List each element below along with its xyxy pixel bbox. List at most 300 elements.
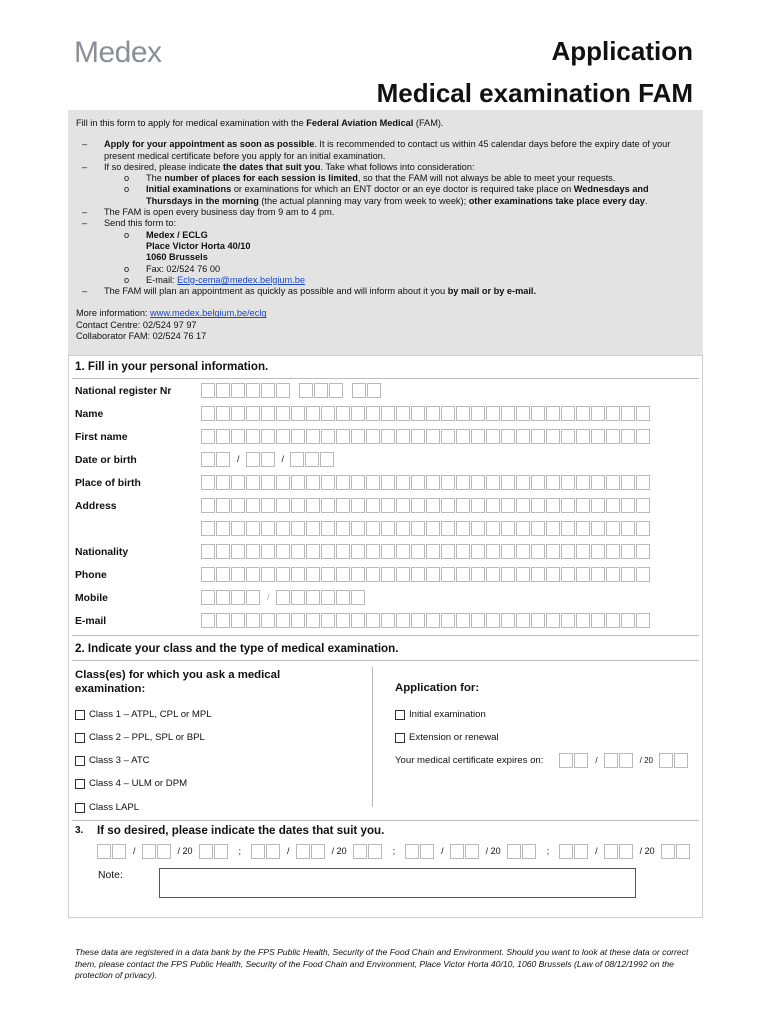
char-box[interactable] bbox=[450, 844, 464, 859]
char-box[interactable] bbox=[336, 521, 350, 536]
char-box[interactable] bbox=[576, 613, 590, 628]
char-box[interactable] bbox=[351, 498, 365, 513]
char-box[interactable] bbox=[559, 844, 573, 859]
char-box[interactable] bbox=[471, 429, 485, 444]
char-box[interactable] bbox=[336, 406, 350, 421]
char-box[interactable] bbox=[621, 406, 635, 421]
char-box[interactable] bbox=[216, 521, 230, 536]
char-box[interactable] bbox=[216, 475, 230, 490]
char-box[interactable] bbox=[306, 567, 320, 582]
char-box[interactable] bbox=[546, 544, 560, 559]
char-box[interactable] bbox=[261, 613, 275, 628]
char-box[interactable] bbox=[246, 452, 260, 467]
char-box[interactable] bbox=[261, 429, 275, 444]
char-box[interactable] bbox=[216, 544, 230, 559]
char-box[interactable] bbox=[591, 567, 605, 582]
char-box[interactable] bbox=[561, 521, 575, 536]
char-box[interactable] bbox=[396, 613, 410, 628]
char-box[interactable] bbox=[291, 406, 305, 421]
char-box[interactable] bbox=[456, 613, 470, 628]
char-box[interactable] bbox=[636, 475, 650, 490]
char-box[interactable] bbox=[405, 844, 419, 859]
char-box[interactable] bbox=[411, 475, 425, 490]
char-box[interactable] bbox=[516, 406, 530, 421]
char-box[interactable] bbox=[465, 844, 479, 859]
char-box[interactable] bbox=[366, 406, 380, 421]
char-box[interactable] bbox=[486, 406, 500, 421]
char-box[interactable] bbox=[351, 475, 365, 490]
char-box[interactable] bbox=[231, 406, 245, 421]
char-box[interactable] bbox=[311, 844, 325, 859]
char-box[interactable] bbox=[456, 567, 470, 582]
char-box[interactable] bbox=[471, 613, 485, 628]
char-box[interactable] bbox=[516, 613, 530, 628]
char-box[interactable] bbox=[486, 544, 500, 559]
char-box[interactable] bbox=[471, 521, 485, 536]
char-box[interactable] bbox=[411, 613, 425, 628]
char-box[interactable] bbox=[246, 567, 260, 582]
renewal-checkbox[interactable] bbox=[395, 733, 405, 743]
char-box[interactable] bbox=[336, 544, 350, 559]
address-boxes-line1[interactable] bbox=[201, 498, 651, 513]
char-box[interactable] bbox=[676, 844, 690, 859]
char-box[interactable] bbox=[366, 498, 380, 513]
char-box[interactable] bbox=[276, 567, 290, 582]
char-box[interactable] bbox=[306, 406, 320, 421]
char-box[interactable] bbox=[441, 567, 455, 582]
char-box[interactable] bbox=[366, 475, 380, 490]
char-box[interactable] bbox=[606, 521, 620, 536]
char-box[interactable] bbox=[471, 567, 485, 582]
char-box[interactable] bbox=[231, 498, 245, 513]
char-box[interactable] bbox=[291, 590, 305, 605]
char-box[interactable] bbox=[411, 544, 425, 559]
char-box[interactable] bbox=[522, 844, 536, 859]
char-box[interactable] bbox=[351, 567, 365, 582]
char-box[interactable] bbox=[142, 844, 156, 859]
char-box[interactable] bbox=[201, 613, 215, 628]
char-box[interactable] bbox=[426, 521, 440, 536]
char-box[interactable] bbox=[231, 590, 245, 605]
char-box[interactable] bbox=[336, 590, 350, 605]
char-box[interactable] bbox=[201, 475, 215, 490]
char-box[interactable] bbox=[606, 613, 620, 628]
char-box[interactable] bbox=[276, 544, 290, 559]
char-box[interactable] bbox=[291, 521, 305, 536]
char-box[interactable] bbox=[231, 383, 245, 398]
char-box[interactable] bbox=[396, 475, 410, 490]
name-boxes[interactable] bbox=[201, 406, 651, 421]
char-box[interactable] bbox=[441, 544, 455, 559]
char-box[interactable] bbox=[201, 429, 215, 444]
char-box[interactable] bbox=[381, 475, 395, 490]
class-2-checkbox[interactable] bbox=[75, 733, 85, 743]
char-box[interactable] bbox=[426, 498, 440, 513]
char-box[interactable] bbox=[381, 544, 395, 559]
char-box[interactable] bbox=[441, 613, 455, 628]
char-box[interactable] bbox=[546, 521, 560, 536]
char-box[interactable] bbox=[531, 521, 545, 536]
char-box[interactable] bbox=[276, 590, 290, 605]
char-box[interactable] bbox=[531, 567, 545, 582]
address-boxes-line2[interactable] bbox=[201, 521, 651, 536]
char-box[interactable] bbox=[251, 844, 265, 859]
char-box[interactable] bbox=[636, 613, 650, 628]
char-box[interactable] bbox=[606, 544, 620, 559]
char-box[interactable] bbox=[441, 429, 455, 444]
class-1-option[interactable]: Class 1 – ATPL, CPL or MPL bbox=[75, 709, 212, 720]
char-box[interactable] bbox=[636, 406, 650, 421]
char-box[interactable] bbox=[216, 383, 230, 398]
char-box[interactable] bbox=[329, 383, 343, 398]
renewal-option[interactable]: Extension or renewal bbox=[395, 732, 499, 743]
char-box[interactable] bbox=[456, 544, 470, 559]
char-box[interactable] bbox=[246, 521, 260, 536]
char-box[interactable] bbox=[231, 613, 245, 628]
char-box[interactable] bbox=[636, 498, 650, 513]
char-box[interactable] bbox=[321, 567, 335, 582]
char-box[interactable] bbox=[306, 498, 320, 513]
char-box[interactable] bbox=[486, 475, 500, 490]
char-box[interactable] bbox=[619, 753, 633, 768]
char-box[interactable] bbox=[261, 498, 275, 513]
char-box[interactable] bbox=[441, 521, 455, 536]
char-box[interactable] bbox=[456, 498, 470, 513]
char-box[interactable] bbox=[291, 567, 305, 582]
char-box[interactable] bbox=[426, 544, 440, 559]
char-box[interactable] bbox=[636, 544, 650, 559]
char-box[interactable] bbox=[561, 406, 575, 421]
char-box[interactable] bbox=[351, 429, 365, 444]
preferred-dates[interactable] bbox=[97, 844, 691, 859]
char-box[interactable] bbox=[591, 406, 605, 421]
char-box[interactable] bbox=[604, 844, 618, 859]
char-box[interactable] bbox=[396, 521, 410, 536]
char-box[interactable] bbox=[456, 521, 470, 536]
char-box[interactable] bbox=[291, 429, 305, 444]
char-box[interactable] bbox=[366, 521, 380, 536]
char-box[interactable] bbox=[516, 429, 530, 444]
char-box[interactable] bbox=[112, 844, 126, 859]
email-link[interactable]: Eclg-cema@medex.belgium.be bbox=[177, 274, 305, 285]
char-box[interactable] bbox=[201, 498, 215, 513]
char-box[interactable] bbox=[201, 521, 215, 536]
char-box[interactable] bbox=[561, 544, 575, 559]
char-box[interactable] bbox=[426, 567, 440, 582]
char-box[interactable] bbox=[199, 844, 213, 859]
char-box[interactable] bbox=[261, 383, 275, 398]
note-input[interactable] bbox=[159, 868, 636, 898]
dob-boxes[interactable] bbox=[201, 452, 335, 467]
char-box[interactable] bbox=[471, 475, 485, 490]
char-box[interactable] bbox=[336, 567, 350, 582]
char-box[interactable] bbox=[231, 521, 245, 536]
char-box[interactable] bbox=[157, 844, 171, 859]
email-boxes[interactable] bbox=[201, 613, 651, 628]
char-box[interactable] bbox=[351, 406, 365, 421]
char-box[interactable] bbox=[214, 844, 228, 859]
char-box[interactable] bbox=[606, 567, 620, 582]
char-box[interactable] bbox=[606, 498, 620, 513]
char-box[interactable] bbox=[576, 521, 590, 536]
char-box[interactable] bbox=[546, 475, 560, 490]
char-box[interactable] bbox=[561, 567, 575, 582]
char-box[interactable] bbox=[276, 475, 290, 490]
char-box[interactable] bbox=[201, 406, 215, 421]
char-box[interactable] bbox=[306, 429, 320, 444]
char-box[interactable] bbox=[531, 544, 545, 559]
char-box[interactable] bbox=[231, 567, 245, 582]
char-box[interactable] bbox=[501, 544, 515, 559]
class-4-checkbox[interactable] bbox=[75, 779, 85, 789]
char-box[interactable] bbox=[411, 498, 425, 513]
char-box[interactable] bbox=[291, 544, 305, 559]
char-box[interactable] bbox=[246, 475, 260, 490]
char-box[interactable] bbox=[321, 429, 335, 444]
char-box[interactable] bbox=[531, 498, 545, 513]
char-box[interactable] bbox=[561, 475, 575, 490]
char-box[interactable] bbox=[456, 406, 470, 421]
char-box[interactable] bbox=[306, 544, 320, 559]
char-box[interactable] bbox=[546, 429, 560, 444]
char-box[interactable] bbox=[299, 383, 313, 398]
char-box[interactable] bbox=[441, 475, 455, 490]
char-box[interactable] bbox=[246, 406, 260, 421]
char-box[interactable] bbox=[531, 429, 545, 444]
char-box[interactable] bbox=[659, 753, 673, 768]
char-box[interactable] bbox=[591, 613, 605, 628]
char-box[interactable] bbox=[546, 406, 560, 421]
char-box[interactable] bbox=[266, 844, 280, 859]
char-box[interactable] bbox=[381, 567, 395, 582]
char-box[interactable] bbox=[321, 475, 335, 490]
char-box[interactable] bbox=[246, 498, 260, 513]
char-box[interactable] bbox=[606, 475, 620, 490]
char-box[interactable] bbox=[321, 544, 335, 559]
char-box[interactable] bbox=[621, 567, 635, 582]
char-box[interactable] bbox=[321, 406, 335, 421]
char-box[interactable] bbox=[591, 429, 605, 444]
char-box[interactable] bbox=[661, 844, 675, 859]
char-box[interactable] bbox=[314, 383, 328, 398]
char-box[interactable] bbox=[276, 613, 290, 628]
char-box[interactable] bbox=[621, 613, 635, 628]
char-box[interactable] bbox=[426, 613, 440, 628]
char-box[interactable] bbox=[336, 613, 350, 628]
char-box[interactable] bbox=[261, 567, 275, 582]
char-box[interactable] bbox=[606, 429, 620, 444]
char-box[interactable] bbox=[291, 475, 305, 490]
char-box[interactable] bbox=[306, 521, 320, 536]
char-box[interactable] bbox=[636, 521, 650, 536]
char-box[interactable] bbox=[456, 429, 470, 444]
char-box[interactable] bbox=[276, 498, 290, 513]
char-box[interactable] bbox=[201, 567, 215, 582]
char-box[interactable] bbox=[261, 521, 275, 536]
char-box[interactable] bbox=[621, 498, 635, 513]
char-box[interactable] bbox=[336, 498, 350, 513]
initial-exam-checkbox[interactable] bbox=[395, 710, 405, 720]
char-box[interactable] bbox=[621, 429, 635, 444]
char-box[interactable] bbox=[201, 590, 215, 605]
char-box[interactable] bbox=[246, 429, 260, 444]
char-box[interactable] bbox=[201, 452, 215, 467]
char-box[interactable] bbox=[636, 567, 650, 582]
char-box[interactable] bbox=[516, 521, 530, 536]
char-box[interactable] bbox=[396, 406, 410, 421]
char-box[interactable] bbox=[574, 844, 588, 859]
initial-exam-option[interactable]: Initial examination bbox=[395, 709, 486, 720]
char-box[interactable] bbox=[396, 544, 410, 559]
char-box[interactable] bbox=[441, 498, 455, 513]
char-box[interactable] bbox=[246, 613, 260, 628]
char-box[interactable] bbox=[501, 406, 515, 421]
char-box[interactable] bbox=[546, 613, 560, 628]
char-box[interactable] bbox=[396, 429, 410, 444]
char-box[interactable] bbox=[516, 498, 530, 513]
char-box[interactable] bbox=[321, 498, 335, 513]
char-box[interactable] bbox=[352, 383, 366, 398]
char-box[interactable] bbox=[516, 475, 530, 490]
char-box[interactable] bbox=[320, 452, 334, 467]
char-box[interactable] bbox=[216, 406, 230, 421]
char-box[interactable] bbox=[420, 844, 434, 859]
char-box[interactable] bbox=[306, 475, 320, 490]
char-box[interactable] bbox=[351, 590, 365, 605]
char-box[interactable] bbox=[501, 429, 515, 444]
pob-boxes[interactable] bbox=[201, 475, 651, 490]
mobile-boxes[interactable] bbox=[201, 590, 366, 605]
class-3-checkbox[interactable] bbox=[75, 756, 85, 766]
char-box[interactable] bbox=[321, 613, 335, 628]
char-box[interactable] bbox=[411, 521, 425, 536]
char-box[interactable] bbox=[531, 406, 545, 421]
char-box[interactable] bbox=[216, 452, 230, 467]
char-box[interactable] bbox=[591, 521, 605, 536]
char-box[interactable] bbox=[486, 429, 500, 444]
char-box[interactable] bbox=[321, 521, 335, 536]
char-box[interactable] bbox=[366, 429, 380, 444]
char-box[interactable] bbox=[426, 406, 440, 421]
char-box[interactable] bbox=[231, 544, 245, 559]
char-box[interactable] bbox=[574, 753, 588, 768]
char-box[interactable] bbox=[576, 567, 590, 582]
class-lapl-option[interactable]: Class LAPL bbox=[75, 802, 139, 813]
char-box[interactable] bbox=[501, 613, 515, 628]
website-link[interactable]: www.medex.belgium.be/eclg bbox=[150, 308, 267, 319]
char-box[interactable] bbox=[97, 844, 111, 859]
char-box[interactable] bbox=[366, 613, 380, 628]
char-box[interactable] bbox=[441, 406, 455, 421]
char-box[interactable] bbox=[471, 544, 485, 559]
char-box[interactable] bbox=[306, 590, 320, 605]
class-3-option[interactable]: Class 3 – ATC bbox=[75, 755, 150, 766]
char-box[interactable] bbox=[516, 544, 530, 559]
char-box[interactable] bbox=[501, 475, 515, 490]
char-box[interactable] bbox=[619, 844, 633, 859]
char-box[interactable] bbox=[216, 498, 230, 513]
char-box[interactable] bbox=[231, 429, 245, 444]
char-box[interactable] bbox=[411, 406, 425, 421]
char-box[interactable] bbox=[501, 567, 515, 582]
char-box[interactable] bbox=[621, 521, 635, 536]
char-box[interactable] bbox=[576, 544, 590, 559]
char-box[interactable] bbox=[486, 521, 500, 536]
char-box[interactable] bbox=[246, 544, 260, 559]
char-box[interactable] bbox=[216, 613, 230, 628]
char-box[interactable] bbox=[261, 452, 275, 467]
char-box[interactable] bbox=[576, 475, 590, 490]
char-box[interactable] bbox=[576, 429, 590, 444]
char-box[interactable] bbox=[366, 544, 380, 559]
char-box[interactable] bbox=[486, 613, 500, 628]
char-box[interactable] bbox=[351, 521, 365, 536]
char-box[interactable] bbox=[456, 475, 470, 490]
char-box[interactable] bbox=[501, 521, 515, 536]
char-box[interactable] bbox=[201, 544, 215, 559]
char-box[interactable] bbox=[507, 844, 521, 859]
char-box[interactable] bbox=[636, 429, 650, 444]
char-box[interactable] bbox=[381, 429, 395, 444]
char-box[interactable] bbox=[216, 567, 230, 582]
class-lapl-checkbox[interactable] bbox=[75, 803, 85, 813]
char-box[interactable] bbox=[381, 613, 395, 628]
char-box[interactable] bbox=[291, 613, 305, 628]
char-box[interactable] bbox=[216, 590, 230, 605]
char-box[interactable] bbox=[276, 429, 290, 444]
char-box[interactable] bbox=[336, 475, 350, 490]
char-box[interactable] bbox=[381, 498, 395, 513]
national-register-boxes[interactable] bbox=[201, 383, 382, 398]
char-box[interactable] bbox=[546, 567, 560, 582]
char-box[interactable] bbox=[516, 567, 530, 582]
char-box[interactable] bbox=[674, 753, 688, 768]
char-box[interactable] bbox=[411, 429, 425, 444]
char-box[interactable] bbox=[367, 383, 381, 398]
char-box[interactable] bbox=[486, 498, 500, 513]
char-box[interactable] bbox=[261, 406, 275, 421]
char-box[interactable] bbox=[368, 844, 382, 859]
char-box[interactable] bbox=[411, 567, 425, 582]
char-box[interactable] bbox=[546, 498, 560, 513]
char-box[interactable] bbox=[276, 521, 290, 536]
char-box[interactable] bbox=[366, 567, 380, 582]
char-box[interactable] bbox=[426, 475, 440, 490]
char-box[interactable] bbox=[201, 383, 215, 398]
char-box[interactable] bbox=[559, 753, 573, 768]
char-box[interactable] bbox=[606, 406, 620, 421]
char-box[interactable] bbox=[261, 544, 275, 559]
char-box[interactable] bbox=[381, 406, 395, 421]
char-box[interactable] bbox=[576, 406, 590, 421]
char-box[interactable] bbox=[621, 544, 635, 559]
char-box[interactable] bbox=[621, 475, 635, 490]
char-box[interactable] bbox=[246, 383, 260, 398]
char-box[interactable] bbox=[276, 383, 290, 398]
char-box[interactable] bbox=[471, 406, 485, 421]
class-4-option[interactable]: Class 4 – ULM or DPM bbox=[75, 778, 187, 789]
char-box[interactable] bbox=[291, 498, 305, 513]
char-box[interactable] bbox=[426, 429, 440, 444]
char-box[interactable] bbox=[305, 452, 319, 467]
char-box[interactable] bbox=[531, 475, 545, 490]
char-box[interactable] bbox=[381, 521, 395, 536]
char-box[interactable] bbox=[351, 613, 365, 628]
char-box[interactable] bbox=[231, 475, 245, 490]
char-box[interactable] bbox=[296, 844, 310, 859]
char-box[interactable] bbox=[576, 498, 590, 513]
char-box[interactable] bbox=[561, 498, 575, 513]
